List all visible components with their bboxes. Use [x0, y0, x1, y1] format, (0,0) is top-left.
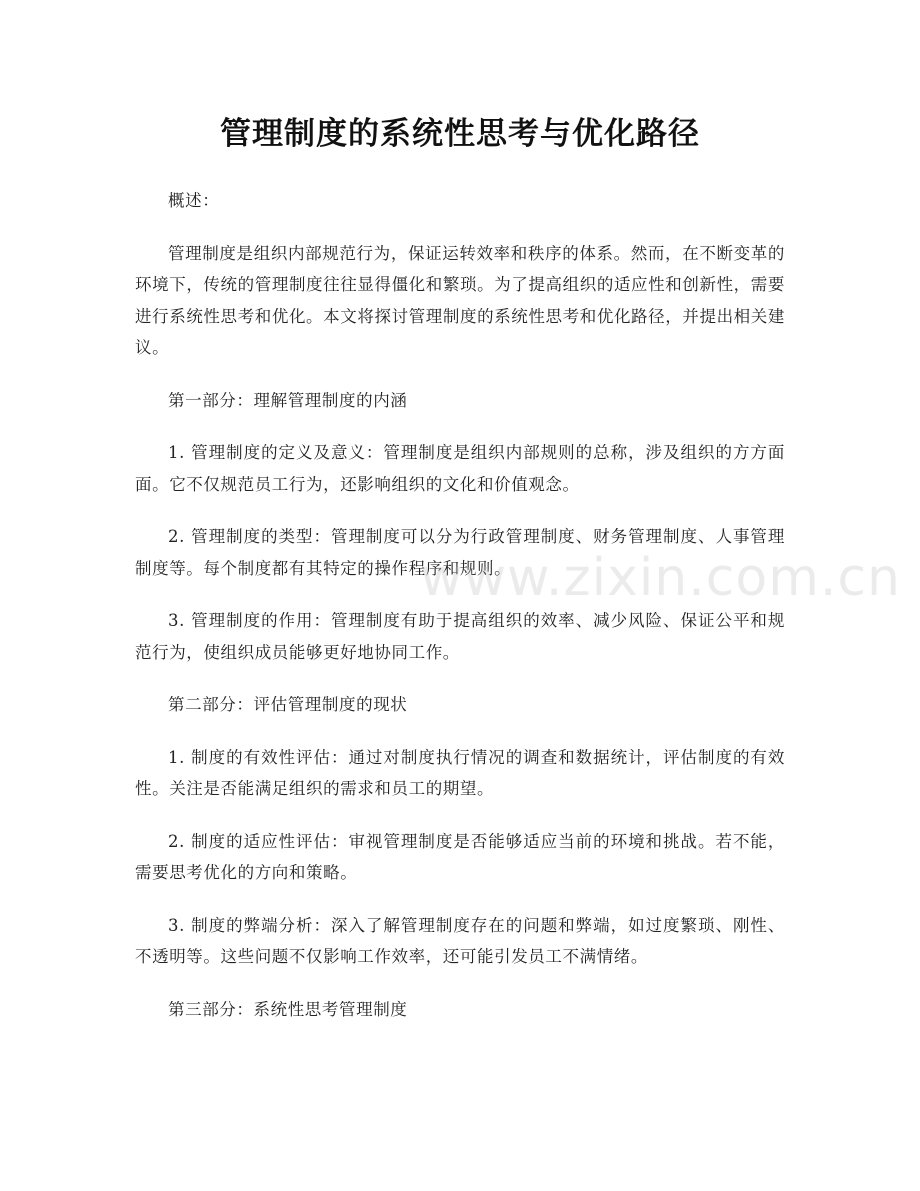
list-item-1-1: 1. 管理制度的定义及意义：管理制度是组织内部规则的总称，涉及组织的方方面面。它不仅规范员工行为，还影响组织的文化和价值观念。	[135, 443, 785, 494]
list-item-1-3: 3. 管理制度的作用：管理制度有助于提高组织的效率、减少风险、保证公平和规范行为，使组织成员能够更好地协同工作。	[135, 611, 785, 662]
section-heading-part-3: 第三部分：系统性思考管理制度	[168, 999, 408, 1019]
document-title: 管理制度的系统性思考与优化路径	[220, 116, 700, 152]
section-heading-part-1: 第一部分：理解管理制度的内涵	[168, 390, 408, 410]
list-item-2-2: 2. 制度的适应性评估：审视管理制度是否能够适应当前的环境和挑战。若不能，需要思考优化的方向和策略。	[135, 831, 785, 882]
document-body	[135, 185, 785, 1025]
paragraph-overview-heading: 概述：	[168, 191, 220, 210]
section-heading-part-2: 第二部分：评估管理制度的现状	[168, 695, 408, 714]
list-item-1-2: 2. 管理制度的类型：管理制度可以分为行政管理制度、财务管理制度、人事管理制度等。每个制度都有其特定的操作程序和规则。	[135, 527, 785, 578]
list-item-2-3: 3. 制度的弊端分析：深入了解管理制度存在的问题和弊端，如过度繁琐、刚性、不透明等。这些问题不仅影响工作效率，还可能引发员工不满情绪。	[135, 915, 785, 966]
watermark-text: www.zixin.com.cn	[420, 548, 901, 608]
paragraph-overview-text: 管理制度是组织内部规范行为，保证运转效率和秩序的体系。然而，在不断变革的环境下，传统的管理制度往往显得僵化和繁琐。为了提高组织的适应性和创新性，需要进行系统性思考和优化。本文将探讨管理制度的系统性思考和优化路径，并提出相关建议。	[135, 243, 785, 357]
list-item-2-1: 1. 制度的有效性评估：通过对制度执行情况的调查和数据统计，评估制度的有效性。关注是否能满足组织的需求和员工的期望。	[135, 747, 785, 798]
